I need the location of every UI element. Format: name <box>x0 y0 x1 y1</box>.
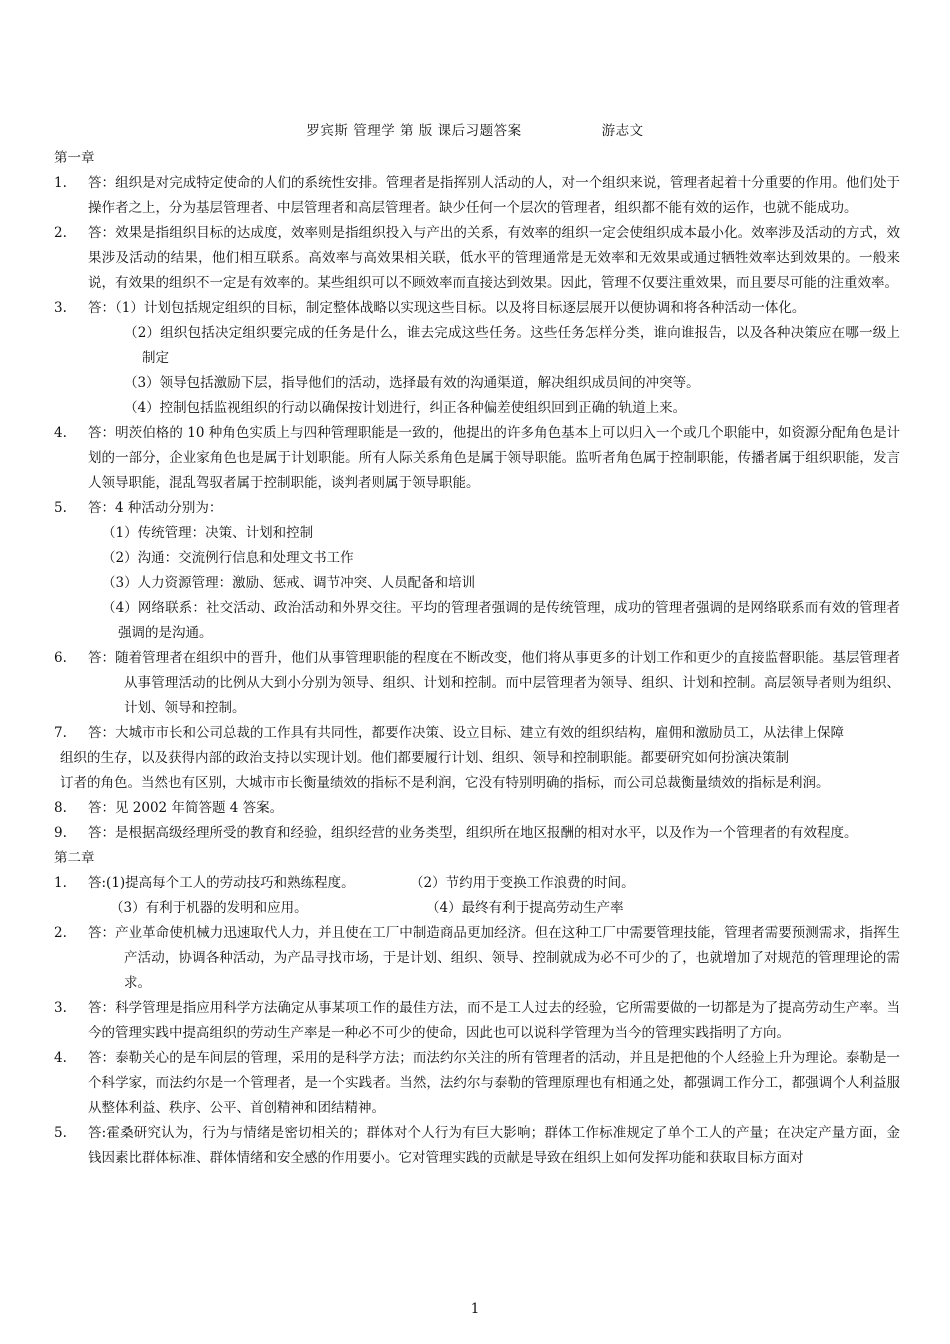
item-number: 4. <box>54 1050 67 1066</box>
item-text: 答：产业革命使机械力迅速取代人力，并且使在工厂中制造商品更加经济。但在这种工厂中需要管理技能，管理者需要预测需求，指挥生产活动，协调各种活动，为产品寻找市场，于是计划、组织、领导、控制就成为必不可少的了，也就增加了对规范的管理理论的需求。 <box>88 925 900 991</box>
list-item <box>54 721 900 746</box>
list-item <box>54 871 900 896</box>
sub-item <box>54 596 900 646</box>
list-item <box>54 921 900 996</box>
item-number: 5. <box>54 500 67 516</box>
document-body <box>54 146 900 1171</box>
sub-item-col2: （4）最终有利于提高劳动生产率 <box>426 900 624 916</box>
item-text: 答：明茨伯格的 10 种角色实质上与四种管理职能是一致的，他提出的许多角色基本上可以归入一个或几个职能中，如资源分配角色是计划的一部分，企业家角色也是属于计划职能。所有人际关系角色是属于领导职能。监听者角色属于控制职能，传播者属于组织职能，发言人领导职能，混乱驾驭者属于控制职能，谈判者则属于领导职能。 <box>88 425 900 491</box>
sub-item <box>54 321 900 371</box>
item-text: 答：科学管理是指应用科学方法确定从事某项工作的最佳方法，而不是工人过去的经验，它所需要做的一切都是为了提高劳动生产率。当今的管理实践中提高组织的劳动生产率是一种必不可少的使命，因此也可以说科学管理为当今的管理实践指明了方向。 <box>88 1000 900 1041</box>
item-number: 5. <box>54 1125 67 1141</box>
list-item <box>54 996 900 1046</box>
item-text: 答：组织是对完成特定使命的人们的系统性安排。管理者是指挥别人活动的人，对一个组织来说，管理者起着十分重要的作用。他们处于操作者之上，分为基层管理者、中层管理者和高层管理者。缺少任何一个层次的管理者，组织都不能有效的运作，也就不能成功。 <box>88 175 900 216</box>
item-text: 答:霍桑研究认为，行为与情绪是密切相关的；群体对个人行为有巨大影响；群体工作标准规定了单个工人的产量；在决定产量方面，金钱因素比群体标准、群体情绪和安全感的作用要小。它对管理实践的贡献是导致在组织上如何发挥功能和获取目标方面对 <box>88 1125 900 1166</box>
sub-item-text: （1）传统管理：决策、计划和控制 <box>102 525 314 541</box>
list-item <box>54 496 900 521</box>
sub-item <box>54 571 900 596</box>
list-item <box>54 1046 900 1121</box>
sub-item <box>54 771 900 796</box>
item-number: 1. <box>54 875 67 891</box>
list-item <box>54 171 900 221</box>
sub-item-text: （3）人力资源管理：激励、惩戒、调节冲突、人员配备和培训 <box>102 575 476 591</box>
sub-item <box>54 396 900 421</box>
sub-item <box>54 371 900 396</box>
sub-item-text: （4）网络联系：社交活动、政治活动和外界交往。平均的管理者强调的是传统管理，成功的管理者强调的是网络联系而有效的管理者强调的是沟通。 <box>102 600 900 641</box>
list-item <box>54 296 900 321</box>
item-text-col2: （2）节约用于变换工作浪费的时间。 <box>410 875 635 891</box>
list-item <box>54 646 900 721</box>
item-number: 1. <box>54 175 67 191</box>
list-item <box>54 796 900 821</box>
list-item <box>54 221 900 296</box>
list-item <box>54 821 900 846</box>
item-number: 3. <box>54 300 67 316</box>
sub-item-text: 组织的生存，以及获得内部的政治支持以实现计划。他们都要履行计划、组织、领导和控制职能。都要研究如何扮演决策制 <box>60 750 789 766</box>
page-number: 1 <box>470 1301 480 1317</box>
document-title <box>0 119 950 139</box>
item-number: 6. <box>54 650 67 666</box>
sub-item-text: （4）控制包括监视组织的行动以确保按计划进行，纠正各种偏差使组织回到正确的轨道上来。 <box>124 400 687 416</box>
sub-item <box>54 896 900 921</box>
title-text: 罗宾斯 管理学 第 版 课后习题答案 <box>306 123 522 139</box>
item-text: 答：4 种活动分别为： <box>88 500 223 516</box>
item-number: 4. <box>54 425 67 441</box>
item-text-col1: 答:(1)提高每个工人的劳动技巧和熟练程度。 <box>88 875 355 891</box>
list-item <box>54 1121 900 1171</box>
sub-item-text: 订者的角色。当然也有区别，大城市市长衡量绩效的指标不是利润，它没有特别明确的指标，而公司总裁衡量绩效的指标是利润。 <box>60 775 830 791</box>
chapter-heading: 第一章 <box>54 150 95 166</box>
item-number: 3. <box>54 1000 67 1016</box>
item-number: 2. <box>54 225 67 241</box>
item-text: 答：泰勒关心的是车间层的管理，采用的是科学方法；而法约尔关注的所有管理者的活动，并且是把他的个人经验上升为理论。泰勒是一个科学家，而法约尔是一个管理者，是一个实践者。当然，法约尔与泰勒的管理原理也有相通之处，都强调工作分工，都强调个人利益服从整体利益、秩序、公平、首创精神和团结精神。 <box>88 1050 900 1116</box>
chapter-heading: 第二章 <box>54 850 95 866</box>
item-text: 答：大城市市长和公司总裁的工作具有共同性，都要作决策、设立目标、建立有效的组织结构，雇佣和激励员工，从法律上保障 <box>88 725 844 741</box>
sub-item-text: （3）领导包括激励下层，指导他们的活动，选择最有效的沟通渠道，解决组织成员间的冲突等。 <box>124 375 700 391</box>
sub-item-text: （2）沟通：交流例行信息和处理文书工作 <box>102 550 354 566</box>
sub-item-text: （2）组织包括决定组织要完成的任务是什么，谁去完成这些任务。这些任务怎样分类，谁向谁报告，以及各种决策应在哪一级上制定 <box>124 325 900 366</box>
item-text: 答：是根据高级经理所受的教育和经验，组织经营的业务类型，组织所在地区报酬的相对水平，以及作为一个管理者的有效程度。 <box>88 825 858 841</box>
item-text: 答：效果是指组织目标的达成度，效率则是指组织投入与产出的关系，有效率的组织一定会使组织成本最小化。效率涉及活动的方式，效果涉及活动的结果，他们相互联系。高效率与高效果相关联，低水平的管理通常是无效率和无效果或通过牺牲效率达到效果的。一般来说，有效果的组织不一定是有效率的。某些组织可以不顾效率而直接达到效果。因此，管理不仅要注重效果，而且要尽可能的注重效率。 <box>88 225 900 291</box>
sub-item-col1: （3）有利于机器的发明和应用。 <box>110 900 308 916</box>
item-number: 2. <box>54 925 67 941</box>
item-text: 答：（1）计划包括规定组织的目标，制定整体战略以实现这些目标。以及将目标逐层展开以便协调和将各种活动一体化。 <box>88 300 806 316</box>
item-number: 7. <box>54 725 67 741</box>
list-item <box>54 421 900 496</box>
item-text: 答：见 2002 年简答题 4 答案。 <box>88 800 284 816</box>
sub-item <box>54 521 900 546</box>
item-text: 答：随着管理者在组织中的晋升，他们从事管理职能的程度在不断改变，他们将从事更多的计划工作和更少的直接监督职能。基层管理者从事管理活动的比例从大到小分别为领导、组织、计划和控制。而中层管理者为领导、组织、计划和控制。高层领导者则为组织、计划、领导和控制。 <box>88 650 900 716</box>
item-number: 9. <box>54 825 67 841</box>
item-number: 8. <box>54 800 67 816</box>
sub-item <box>54 546 900 571</box>
author-name: 游志文 <box>601 123 644 139</box>
sub-item <box>54 746 900 771</box>
